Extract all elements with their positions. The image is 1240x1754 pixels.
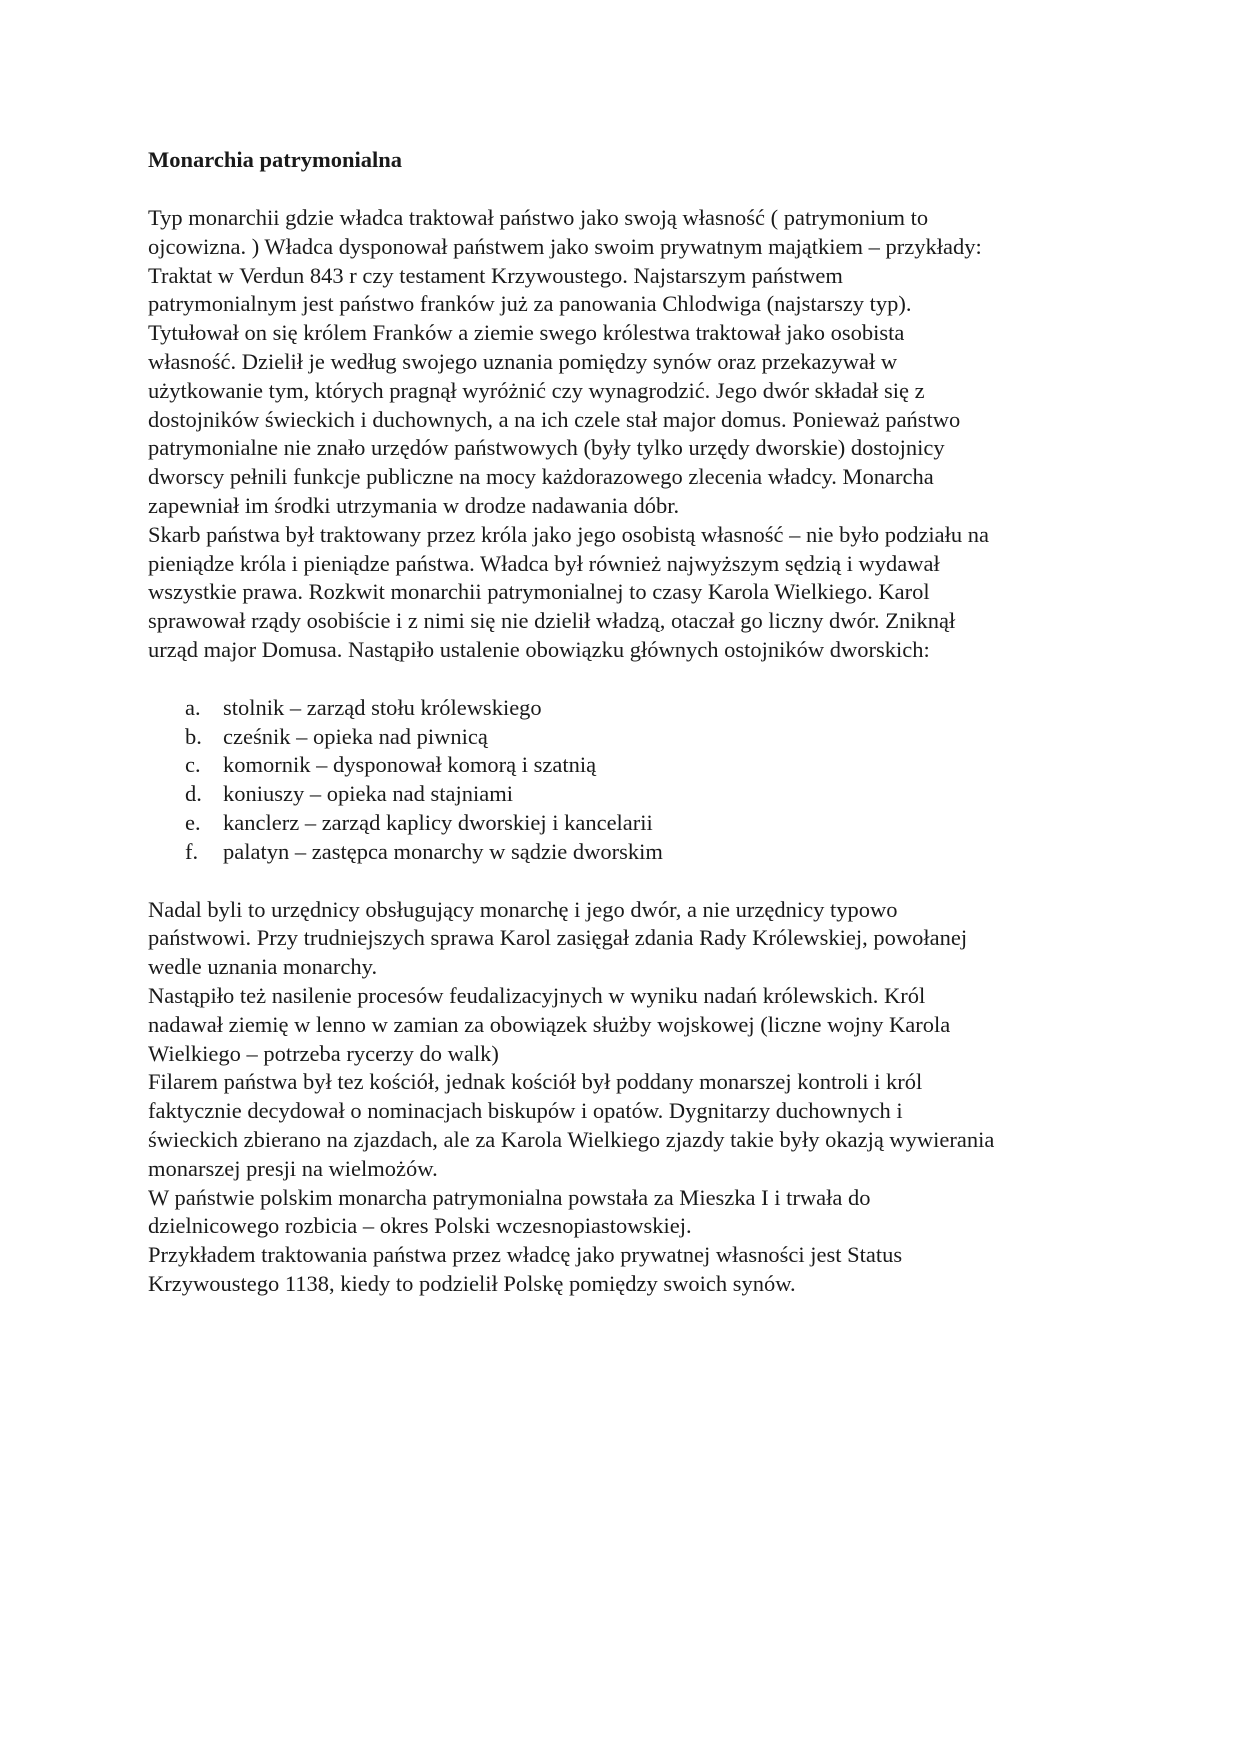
text-line: sprawował rządy osobiście i z nimi się nie dzielił władzą, otaczał go liczny dwór. Zniknął	[148, 608, 956, 634]
list-item-text: cześnik – opieka nad piwnicą	[223, 723, 488, 749]
text-line: użytkowanie tym, których pragnął wyróżnić czy wynagrodzić. Jego dwór składał się z	[148, 377, 925, 403]
text-line: Nastąpiło też nasilenie procesów feudalizacyjnych w wyniku nadań królewskich. Król	[148, 982, 926, 1008]
text-line: Krzywoustego 1138, kiedy to podzielił Polskę pomiędzy swoich synów.	[148, 1270, 796, 1296]
text-line: świeckich zbierano na zjazdach, ale za Karola Wielkiego zjazdy takie były okazją wywierania	[148, 1126, 995, 1152]
list-item-text: kanclerz – zarząd kaplicy dworskiej i kancelarii	[223, 809, 653, 835]
text-line: Wielkiego – potrzeba rycerzy do walk)	[148, 1040, 499, 1066]
intro-paragraph	[148, 204, 1108, 521]
court-offices-list	[148, 694, 1108, 867]
text-line: patrymonialnym jest państwo franków już za panowania Chlodwiga (najstarszy typ).	[148, 291, 912, 317]
list-item-text: komornik – dysponował komorą i szatnią	[223, 752, 597, 778]
list-marker: b.	[185, 723, 202, 749]
text-line: pieniądze króla i pieniądze państwa. Władca był również najwyższym sędzią i wydawał	[148, 550, 940, 576]
text-line: Skarb państwa był traktowany przez króla jako jego osobistą własność – nie było podziału na	[148, 521, 990, 547]
text-line: Tytułował on się królem Franków a ziemie swego królestwa traktował jako osobista	[148, 320, 905, 346]
text-line: Traktat w Verdun 843 r czy testament Krzywoustego. Najstarszym państwem	[148, 262, 843, 288]
text-line: Filarem państwa był tez kościół, jednak kościół był poddany monarszej kontroli i król	[148, 1069, 923, 1095]
list-item	[148, 751, 1108, 780]
church-paragraph	[148, 1068, 1108, 1183]
officials-paragraph	[148, 896, 1108, 982]
text-line: Nadal byli to urzędnicy obsługujący monarchę i jego dwór, a nie urzędnicy typowo	[148, 896, 898, 922]
text-line: patrymonialne nie znało urzędów państwowych (były tylko urzędy dworskie) dostojnicy	[148, 435, 945, 461]
text-line: monarszej presji na wielmożów.	[148, 1155, 438, 1181]
text-line: wszystkie prawa. Rozkwit monarchii patrymonialnej to czasy Karola Wielkiego. Karol	[148, 579, 930, 605]
list-item	[148, 694, 1108, 723]
list-item-text: koniuszy – opieka nad stajniami	[223, 781, 513, 807]
treasury-paragraph	[148, 521, 1108, 665]
text-line: zapewniał im środki utrzymania w drodze nadawania dóbr.	[148, 492, 680, 518]
list-marker: c.	[185, 752, 201, 778]
poland-paragraph	[148, 1184, 1108, 1242]
example-paragraph	[148, 1241, 1108, 1299]
text-line: W państwie polskim monarcha patrymonialna powstała za Mieszka I i trwała do	[148, 1184, 871, 1210]
list-marker: a.	[185, 694, 201, 720]
list-item-text: stolnik – zarząd stołu królewskiego	[223, 694, 542, 720]
text-line: Przykładem traktowania państwa przez władcę jako prywatnej własności jest Status	[148, 1242, 903, 1268]
text-line: faktycznie decydował o nominacjach biskupów i opatów. Dygnitarzy duchownych i	[148, 1098, 903, 1124]
text-line: własność. Dzielił je według swojego uznania pomiędzy synów oraz przekazywał w	[148, 348, 898, 374]
text-line: ojcowizna. ) Władca dysponował państwem jako swoim prywatnym majątkiem – przykłady:	[148, 233, 982, 259]
text-line: dworscy pełnili funkcje publiczne na mocy każdorazowego zlecenia władcy. Monarcha	[148, 464, 934, 490]
list-marker: f.	[185, 838, 199, 864]
list-item-text: palatyn – zastępca monarchy w sądzie dworskim	[223, 838, 663, 864]
text-line: urząd major Domusa. Nastąpiło ustalenie obowiązku głównych ostojników dworskich:	[148, 636, 930, 662]
document-body	[148, 146, 1108, 1299]
list-item	[148, 809, 1108, 838]
text-line: dzielnicowego rozbicia – okres Polski wczesnopiastowskiej.	[148, 1213, 692, 1239]
list-item	[148, 723, 1108, 752]
text-line: państwowi. Przy trudniejszych sprawa Karol zasięgał zdania Rady Królewskiej, powołanej	[148, 925, 968, 951]
list-marker: e.	[185, 809, 201, 835]
list-marker: d.	[185, 781, 202, 807]
feudal-paragraph	[148, 982, 1108, 1068]
list-item	[148, 780, 1108, 809]
text-line: nadawał ziemię w lenno w zamian za obowiązek służby wojskowej (liczne wojny Karola	[148, 1011, 951, 1037]
list-item	[148, 838, 1108, 867]
text-line: wedle uznania monarchy.	[148, 954, 378, 980]
text-line: dostojników świeckich i duchownych, a na ich czele stał major domus. Ponieważ państwo	[148, 406, 961, 432]
document-title: Monarchia patrymonialna	[148, 147, 402, 172]
text-line: Typ monarchii gdzie władca traktował państwo jako swoją własność ( patrymonium to	[148, 205, 929, 230]
